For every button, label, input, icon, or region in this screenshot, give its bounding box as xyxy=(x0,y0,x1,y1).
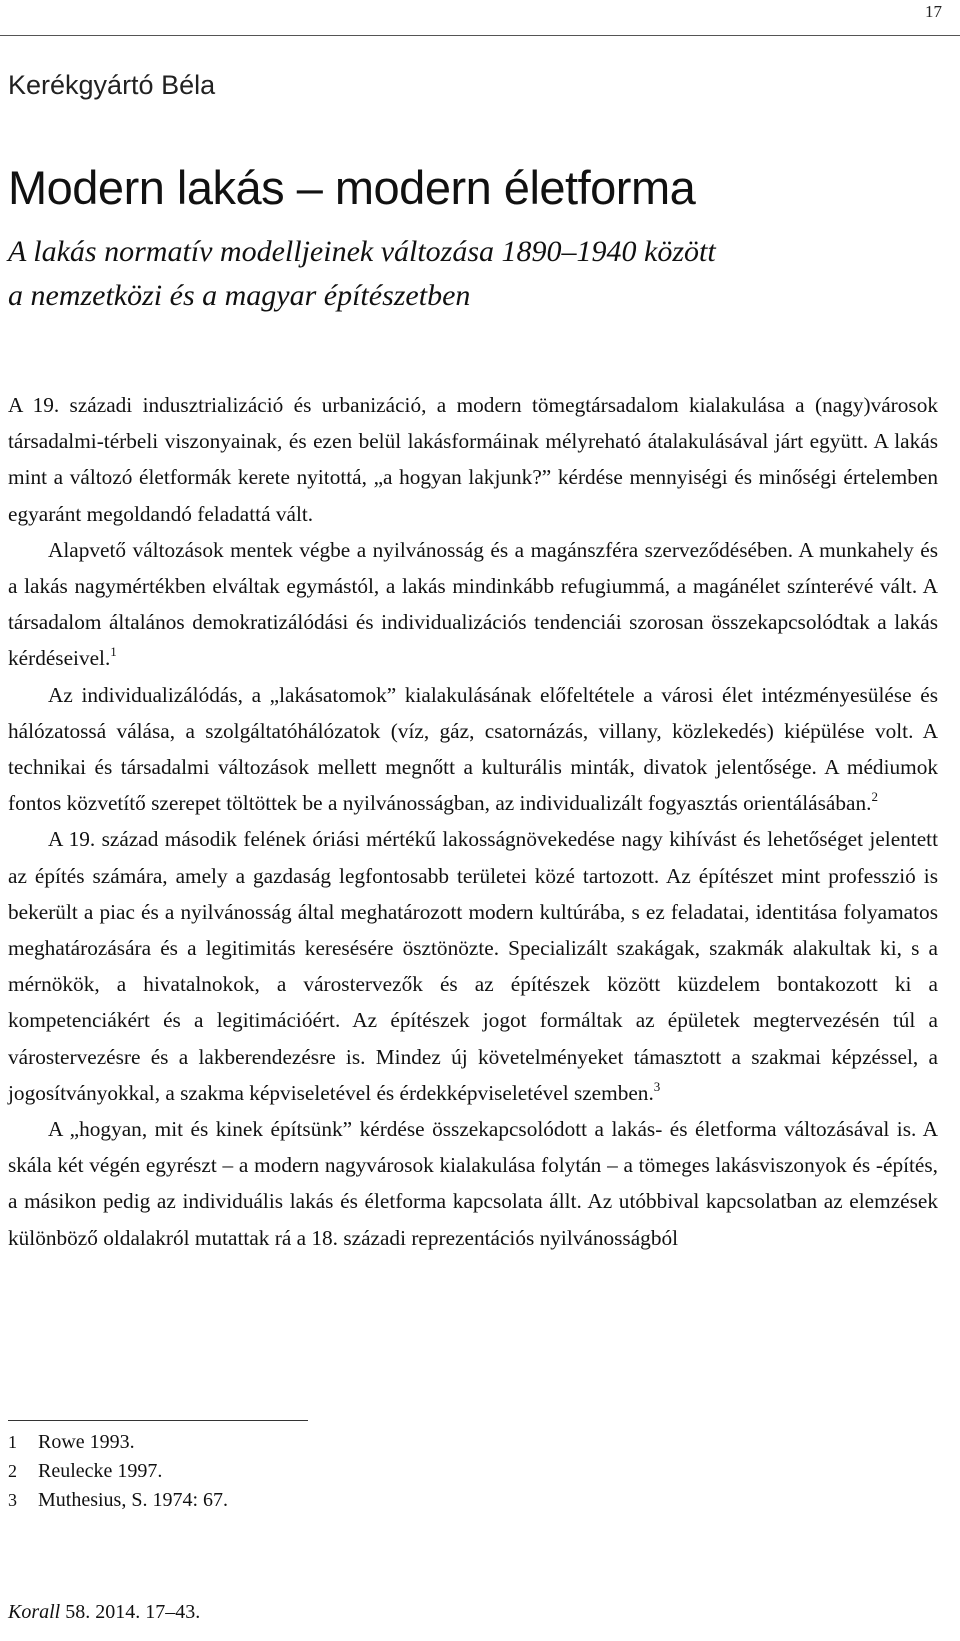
article-body xyxy=(8,387,938,1256)
footnote-number: 2 xyxy=(8,1461,17,1481)
footnote-number: 1 xyxy=(8,1432,17,1452)
paragraph-5 xyxy=(8,1111,938,1256)
citation-footer xyxy=(8,1601,200,1624)
subtitle-line-2: a nemzetközi és a magyar építészetben xyxy=(8,279,471,312)
paragraph-4-text: A 19. század második felének óriási mértékű lakosságnövekedése nagy kihívást és lehetőséget jelentett az építés számára, amely a gazdaság legfontosabb területei közé tartozott. Az építészet mint professzió is bekerült a piac és a nyilvánosság által meghatározott modern kultúrába, s ez feladatai, identitása folyamatos meghatározására és a legitimitás keresésére ösztönözte. Specializált szakágak, szakmák alakultak ki, s a mérnökök, a hivatalnokok, a várostervezők és az építészek között küzdelem bontakozott ki a kompetenciákért és a legitimációért. Az építészek jogot formáltak az épületek megtervezésén túl a várostervezésre és a lakberendezésre is. Mindez új követelményeket támasztott a szakmai képzéssel, a jogosítványokkal, a szakma képviseletével és érdekképviseletével szemben. xyxy=(8,827,938,1105)
footnote-item xyxy=(8,1428,228,1457)
paragraph-3-text: Az individualizálódás, a „lakásatomok” kialakulásának előfeltétele a városi élet intézményesülése és hálózatossá válása, a szolgáltatóhálózatok (víz, gáz, csatornázás, villany, közlekedés) kiépülése volt. A technikai és társadalmi változások mellett megnőtt a kulturális minták, divatok jelentősége. A médiumok fontos közvetítő szerepet töltöttek be a nyilvánosságban, az individualizált fogyasztás orientálásában. xyxy=(8,682,938,816)
page-number: 17 xyxy=(925,2,942,21)
footnote-ref-1[interactable]: 1 xyxy=(110,644,117,660)
paragraph-1-text: A 19. századi indusztrializáció és urbanizáció, a modern tömegtársadalom kialakulása a (nagy)városok társadalmi-térbeli viszonyainak, és ezen belül lakásformáinak mélyreható átalakulásával járt együtt. A lakás mint a változó életformák kerete nyitottá, „a hogyan lakjunk?” kérdése mennyiségi és minőségi értelemben egyaránt megoldandó feladattá vált. xyxy=(8,393,938,526)
header-rule xyxy=(0,35,960,36)
footnote-text: Reulecke 1997. xyxy=(38,1460,163,1482)
paragraph-1 xyxy=(8,387,938,532)
paragraph-4 xyxy=(8,821,938,1111)
author-name: Kerékgyártó Béla xyxy=(8,70,216,100)
journal-name: Korall xyxy=(8,1601,61,1623)
footnote-ref-2[interactable]: 2 xyxy=(871,789,878,805)
issue-info: 58. 2014. 17–43. xyxy=(60,1601,201,1623)
footnotes-list xyxy=(8,1428,228,1515)
footnote-text: Muthesius, S. 1974: 67. xyxy=(38,1489,229,1511)
article-title: Modern lakás – modern életforma xyxy=(8,161,696,214)
paragraph-3 xyxy=(8,677,938,822)
paragraph-2 xyxy=(8,532,938,677)
footnote-text: Rowe 1993. xyxy=(38,1431,135,1453)
footnote-ref-3[interactable]: 3 xyxy=(653,1078,661,1094)
article-subtitle xyxy=(8,230,938,318)
footnote-rule xyxy=(8,1420,308,1421)
footnote-item xyxy=(8,1457,228,1486)
paragraph-5-text: A „hogyan, mit és kinek építsünk” kérdése összekapcsolódott a lakás- és életforma változásával is. A skála két végén egyrészt – a modern nagyvárosok kialakulása folytán – a tömeges lakásviszonyok és -építés, a másikon pedig az individuális lakás és életforma kapcsolata állt. Az utóbbival kapcsolatban az elemzések különböző oldalakról mutattak rá a 18. századi reprezentációs nyilvánosságból xyxy=(8,1117,938,1250)
paragraph-2-text: Alapvető változások mentek végbe a nyilvánosság és a magánszféra szerveződésében. A munkahely és a lakás nagymértékben elváltak egymástól, a lakás mindinkább refugiummá, a magánélet színterévé vált. A társadalom általános demokratizálódási és individualizációs tendenciái szorosan összekapcsolódtak a lakás kérdéseivel. xyxy=(8,537,938,671)
footnote-item xyxy=(8,1486,228,1515)
footnote-number: 3 xyxy=(8,1490,17,1510)
subtitle-line-1: A lakás normatív modelljeinek változása 1890–1940 között xyxy=(8,235,716,268)
